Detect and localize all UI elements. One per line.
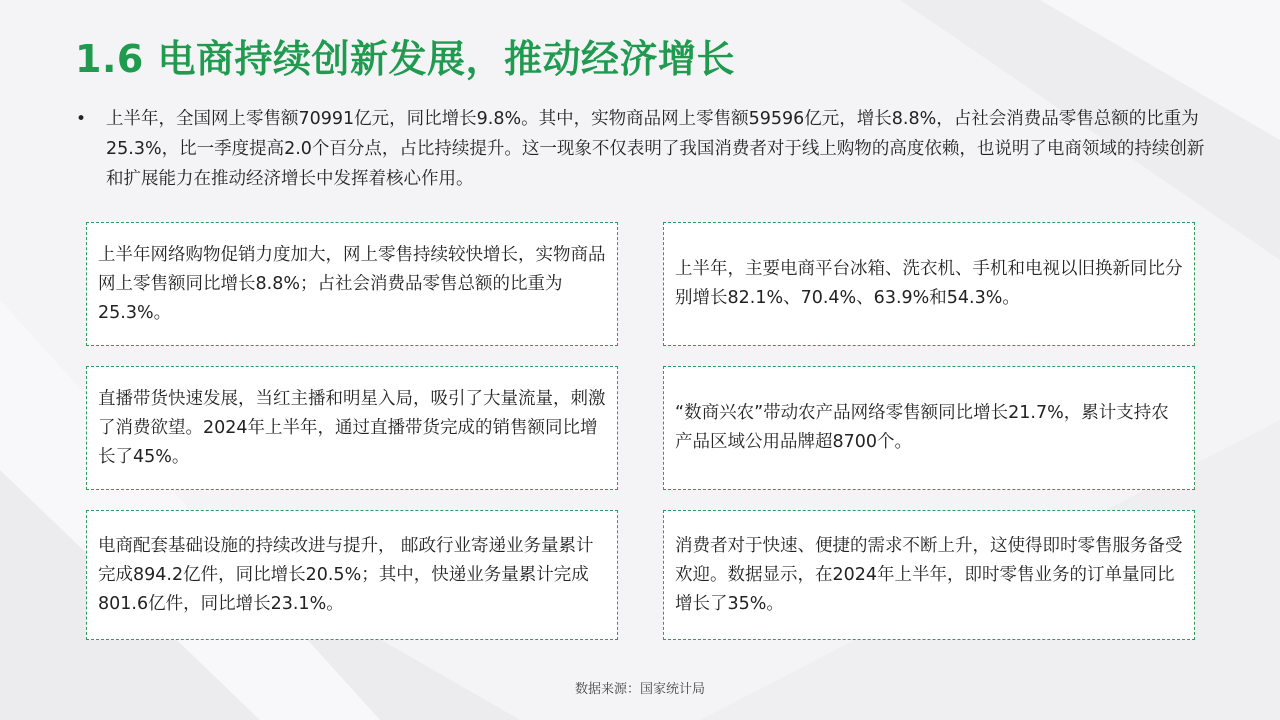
summary-text: 上半年，全国网上零售额70991亿元，同比增长9.8%。其中，实物商品网上零售额59596亿元，增长8.8%，占社会消费品零售总额的比重为25.3%，比一季度提高2.0个百分点，占比持续提升。这一现象不仅表明了我国消费者对于线上购物的高度依赖，也说明了电商领域的持续创新和扩展能力在推动经济增长中发挥着核心作用。 — [106, 109, 1205, 189]
card-text: 直播带货快速发展，当红主播和明星入局，吸引了大量流量，刺激了消费欲望。2024年上半年，通过直播带货完成的销售额同比增长了45%。 — [98, 388, 606, 467]
info-card-trade-in — [663, 222, 1195, 346]
card-text: “数商兴农”带动农产品网络零售额同比增长21.7%，累计支持农产品区域公用品牌超8700个。 — [675, 403, 1169, 452]
info-card-livestream — [86, 366, 618, 490]
info-card-instant-retail — [663, 510, 1195, 640]
card-text: 电商配套基础设施的持续改进与提升， 邮政行业寄递业务量累计完成894.2亿件，同比增长20.5%；其中，快递业务量累计完成801.6亿件，同比增长23.1%。 — [98, 535, 594, 614]
info-card-rural-commerce — [663, 366, 1195, 490]
card-text: 消费者对于快速、便捷的需求不断上升，这使得即时零售服务备受欢迎。数据显示，在2024年上半年，即时零售业务的订单量同比增长了35%。 — [675, 535, 1183, 614]
info-card-logistics — [86, 510, 618, 640]
bullet-marker: • — [76, 109, 87, 129]
card-text: 上半年网络购物促销力度加大，网上零售持续较快增长，实物商品网上零售额同比增长8.8%；占社会消费品零售总额的比重为25.3%。 — [98, 244, 606, 323]
page-title: 1.6 电商持续创新发展，推动经济增长 — [75, 37, 736, 81]
card-text: 上半年，主要电商平台冰箱、洗衣机、手机和电视以旧换新同比分别增长82.1%、70.4%、63.9%和54.3%。 — [675, 259, 1183, 308]
summary-paragraph — [76, 104, 1216, 194]
data-source-note: 数据来源：国家统计局 — [574, 682, 705, 697]
info-card-online-retail — [86, 222, 618, 346]
